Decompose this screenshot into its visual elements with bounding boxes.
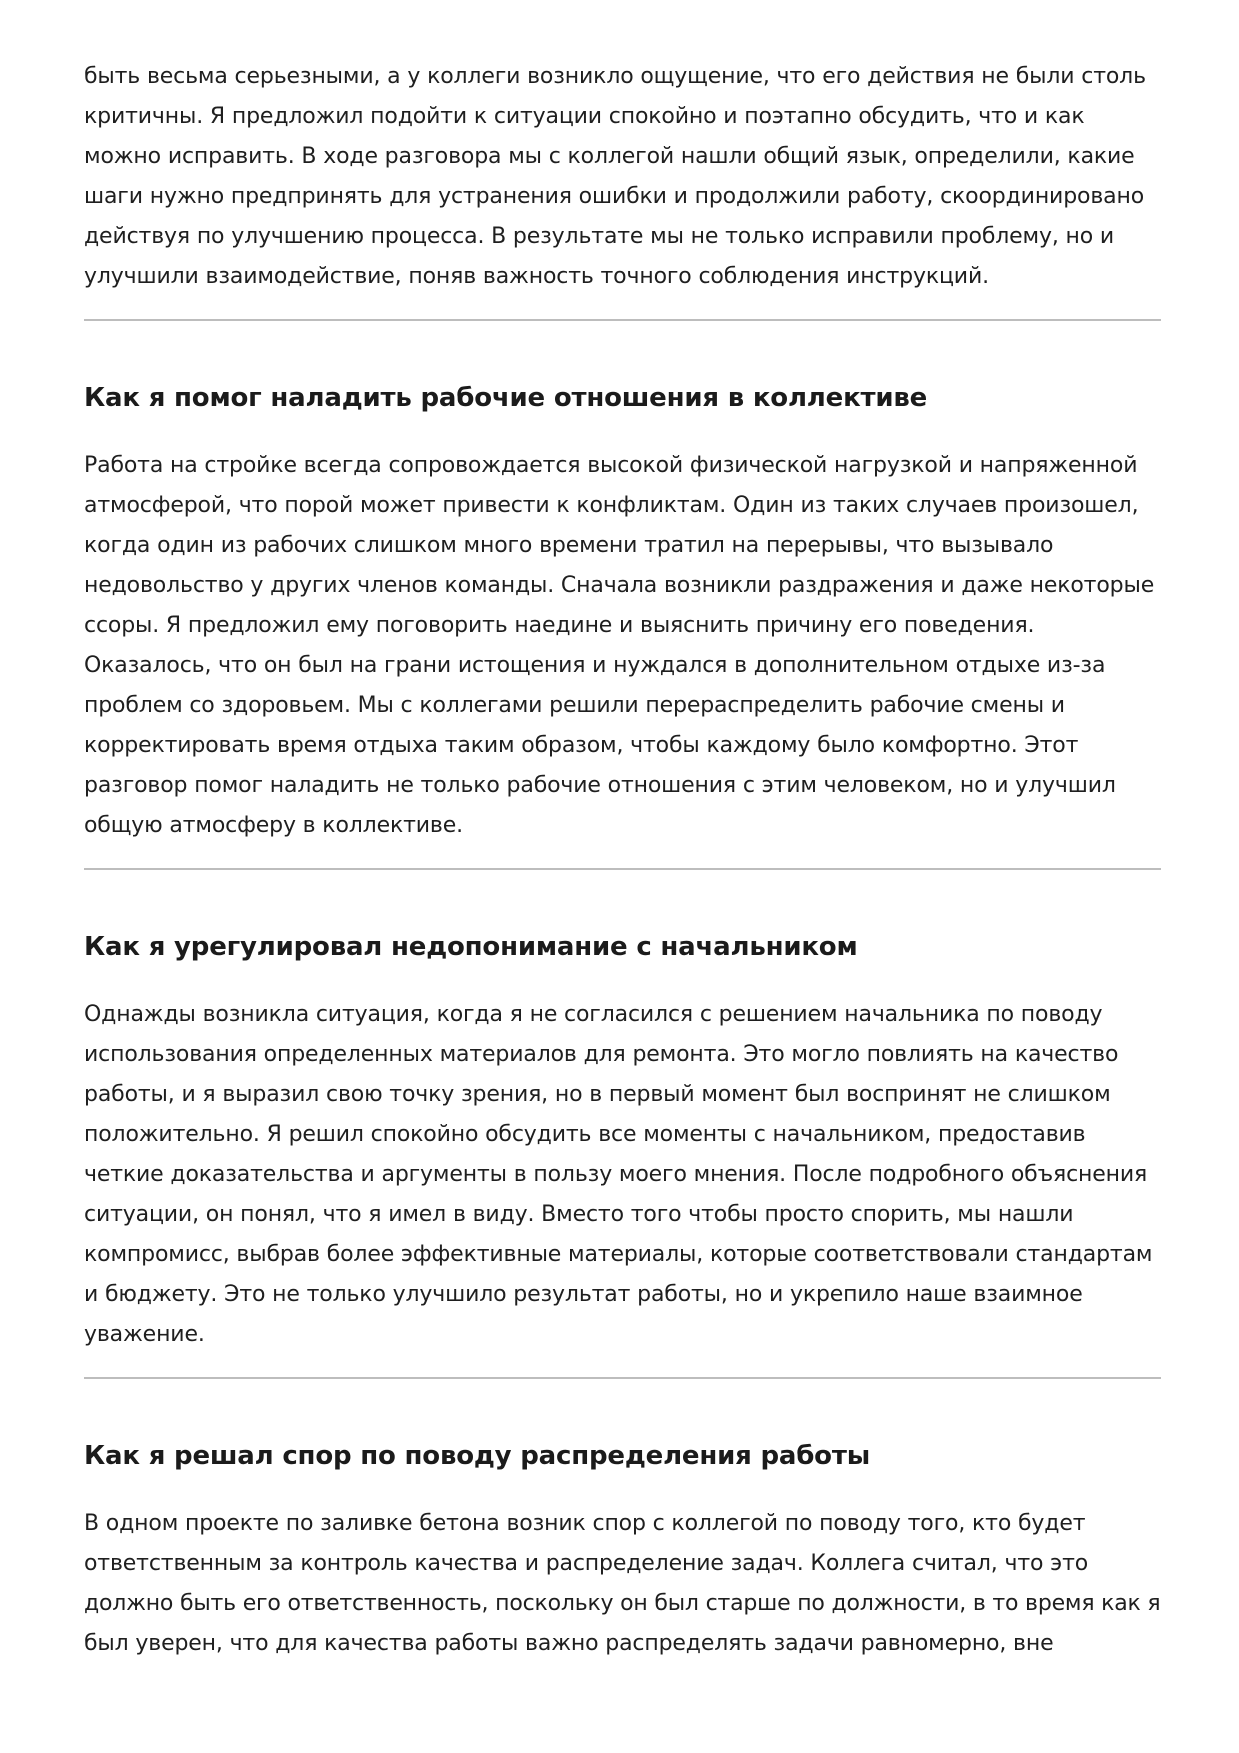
text-line: В одном проекте по заливке бетона возник спор с коллегой по поводу того, кто будет (84, 1511, 1086, 1536)
text-line: общую атмосферу в коллективе. (84, 813, 463, 838)
text-line: ситуации, он понял, что я имел в виду. Вместо того чтобы просто спорить, мы нашли (84, 1202, 1074, 1227)
section-heading-boss-misunderstanding: Как я урегулировал недопонимание с начальником (84, 932, 858, 962)
text-line: когда один из рабочих слишком много времени тратил на перерывы, что вызывало (84, 533, 1054, 558)
text-line: Работа на стройке всегда сопровождается высокой физической нагрузкой и напряженной (84, 453, 1138, 478)
document-page (84, 57, 1161, 1664)
text-line: компромисс, выбрав более эффективные материалы, которые соответствовали стандартам (84, 1242, 1153, 1267)
text-line: четкие доказательства и аргументы в пользу моего мнения. После подробного объяснения (84, 1162, 1148, 1187)
text-line: недовольство у других членов команды. Сначала возникли раздражения и даже некоторые (84, 573, 1155, 598)
section-paragraph-work-distribution (84, 1504, 1161, 1664)
text-line: должно быть его ответственность, поскольку он был старше по должности, в то время как я (84, 1591, 1161, 1616)
text-line: ответственным за контроль качества и распределение задач. Коллега считал, что это (84, 1551, 1089, 1576)
text-line: работы, и я выразил свою точку зрения, но в первый момент был воспринят не слишком (84, 1082, 1111, 1107)
text-line: улучшили взаимодействие, поняв важность точного соблюдения инструкций. (84, 264, 989, 289)
text-line: использования определенных материалов для ремонта. Это могло повлиять на качество (84, 1042, 1119, 1067)
text-line: разговор помог наладить не только рабочие отношения с этим человеком, но и улучшил (84, 773, 1116, 798)
section-divider (84, 319, 1161, 321)
section-paragraph-boss-misunderstanding (84, 995, 1161, 1355)
text-line: действуя по улучшению процесса. В результате мы не только исправили проблему, но и (84, 224, 1115, 249)
text-line: ссоры. Я предложил ему поговорить наедине и выяснить причину его поведения. (84, 613, 1035, 638)
text-line: и бюджету. Это не только улучшило результат работы, но и укрепило наше взаимное (84, 1282, 1083, 1307)
text-line: критичны. Я предложил подойти к ситуации спокойно и поэтапно обсудить, что и как (84, 104, 1085, 129)
text-line: проблем со здоровьем. Мы с коллегами решили перераспределить рабочие смены и (84, 693, 1065, 718)
text-line: уважение. (84, 1322, 205, 1347)
text-line: атмосферой, что порой может привести к конфликтам. Один из таких случаев произошел, (84, 493, 1139, 518)
section-heading-work-distribution: Как я решал спор по поводу распределения работы (84, 1441, 871, 1471)
text-line: шаги нужно предпринять для устранения ошибки и продолжили работу, скоординировано (84, 184, 1145, 209)
text-line: быть весьма серьезными, а у коллеги возникло ощущение, что его действия не были столь (84, 64, 1146, 89)
section-paragraph-work-relations (84, 446, 1161, 846)
section-heading-work-relations: Как я помог наладить рабочие отношения в коллективе (84, 383, 928, 413)
text-line: положительно. Я решил спокойно обсудить все моменты с начальником, предоставив (84, 1122, 1086, 1147)
text-line: Однажды возникла ситуация, когда я не согласился с решением начальника по поводу (84, 1002, 1103, 1027)
text-line: корректировать время отдыха таким образом, чтобы каждому было комфортно. Этот (84, 733, 1079, 758)
intro-paragraph (84, 57, 1161, 297)
text-line: был уверен, что для качества работы важно распределять задачи равномерно, вне (84, 1631, 1054, 1656)
section-divider (84, 868, 1161, 870)
section-divider (84, 1377, 1161, 1379)
text-line: Оказалось, что он был на грани истощения и нуждался в дополнительном отдыхе из-за (84, 653, 1106, 678)
text-line: можно исправить. В ходе разговора мы с коллегой нашли общий язык, определили, какие (84, 144, 1135, 169)
